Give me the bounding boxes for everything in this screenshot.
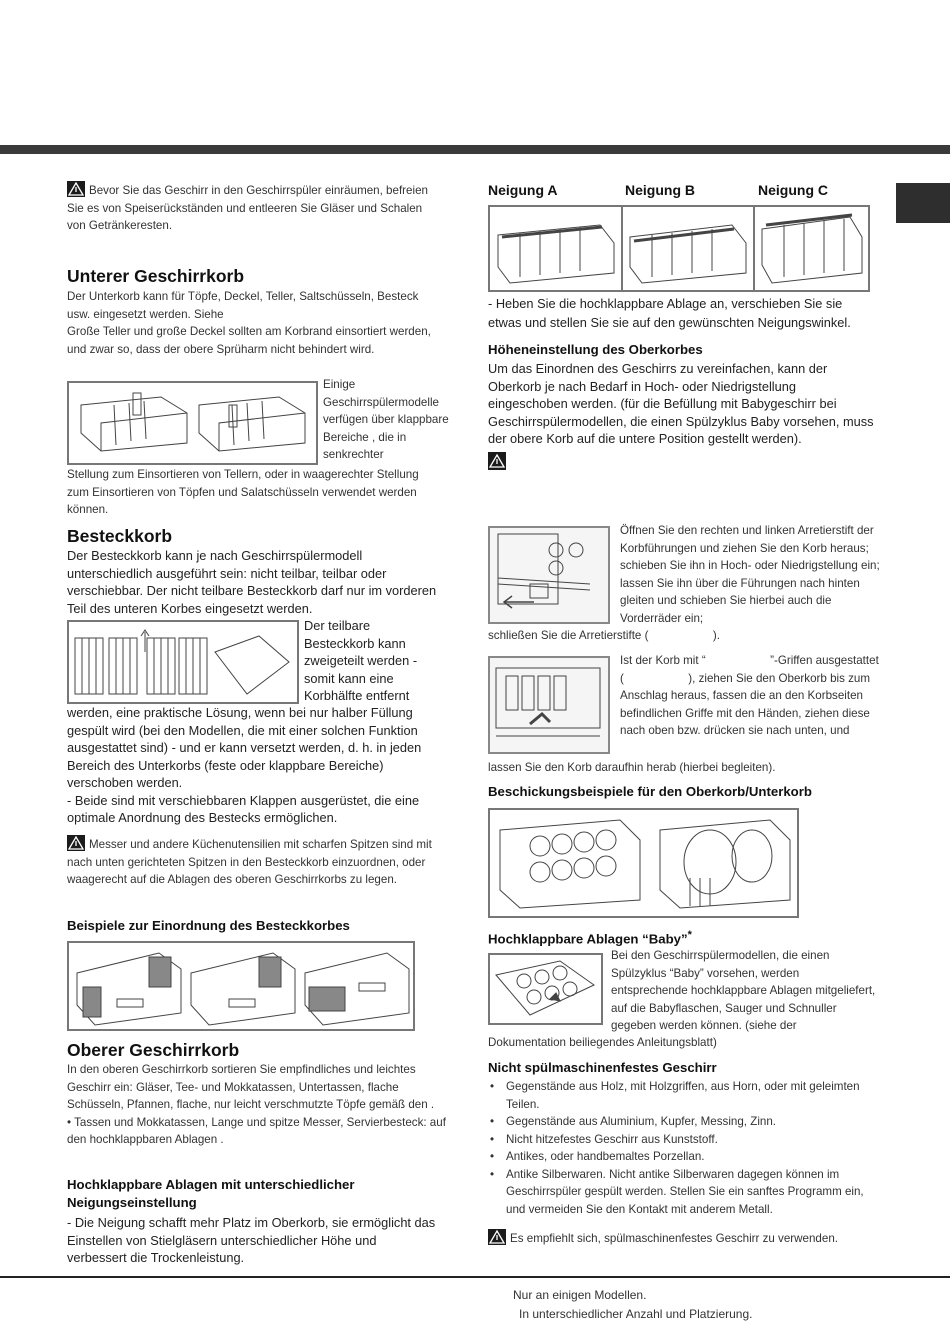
height-side-text-2: Ist der Korb mit “ ”-Griffen ausgestattet ( ), ziehen Sie den Oberkorb bis zum Anschlag heraus, fassen die an den Korbseiten befindlichen Griffe mit den Händen, ziehen diese nach oben bzw. drücken sie nach unten, und [620, 654, 883, 737]
neigung-c-label: Neigung C [758, 182, 828, 198]
lower-basket-cont: Stellung zum Einsortieren von Tellern, oder in waagerechter Stellung zum Einsortieren von Töpfen und Salatschüsseln verwendet werden können. [67, 468, 419, 516]
baby-side-text: Bei den Geschirrspülermodellen, die einen Spülzyklus “Baby” vorsehen, werden entsprechende hochklappbare Ablagen mitgeliefert, auf die Babyflaschen, Sauger und Schnuller gegeben werden können. (siehe der [611, 949, 876, 1032]
basket-grip-illustration [490, 658, 608, 752]
baby-cont: Dokumentation beiliegendes Anleitungsblatt) [488, 1036, 717, 1049]
cutlery-side-text: Der teilbare Besteckkorb kann zweigeteilt werden - somit kann eine Korbhälfte entfernt [304, 618, 418, 703]
header-bar [0, 145, 950, 154]
list-item: • Antikes, oder handbemaltes Porzellan. [488, 1148, 878, 1166]
neigung-text: - Heben Sie die hochklappbare Ablage an, verschieben Sie sie etwas und stellen Sie sie auf den gewünschten Neigungswinkel. [488, 296, 851, 330]
cutlery-examples-illustration [69, 943, 413, 1029]
neigung-b-label: Neigung B [625, 182, 695, 198]
cutlery-warning: Messer und andere Küchenutensilien mit scharfen Spitzen sind mit nach unten gerichteten Spitzen in den Besteckkorb einzuordnen, oder waagerecht auf die Ablagen des oberen Geschirrkorbs zu legen. [67, 835, 439, 889]
lower-basket-figure [67, 381, 318, 465]
warning-icon [488, 1229, 506, 1245]
neigung-figure [488, 205, 870, 292]
height-cont-2: lassen Sie den Korb daraufhin herab (hierbei begleiten). [488, 761, 776, 774]
footnote-2: In unterschiedlicher Anzahl und Platzierung. [519, 1307, 753, 1321]
warning-icon [67, 181, 85, 197]
height-text: Um das Einordnen des Geschirrs zu vereinfachen, kann der Oberkorb je nach Bedarf in Hoch- oder Niedrigstellung eingeschoben werden. (für die Befüllung mit Babygeschirr bei Geschirrspülermodellen, die einen Spülzyklus Baby vorsehen, muss der obere Korb auf die untere Position gestellt werden). [488, 361, 874, 446]
loading-examples-title: Beschickungsbeispiele für den Oberkorb/Unterkorb [488, 784, 812, 799]
cutlery-cont: werden, eine praktische Lösung, wenn bei nur halber Füllung gespült wird (bei den Modellen, die mit einer solchen Funktion ausgestattet sind) - und er kann versetzt werden, d. h. in jeden Bereich des Unterkorbs (feste oder klappbare Bereiche) verschoben werden. - Beide sind mit verschiebbaren Klappen ausgerüstet, die eine optimale Anordnung des Bestecks ermöglichen. [67, 705, 422, 825]
neigung-a-label: Neigung A [488, 182, 558, 198]
unsafe-title: Nicht spülmaschinenfestes Geschirr [488, 1060, 717, 1075]
list-item: • Nicht hitzefestes Geschirr aus Kunststoff. [488, 1131, 878, 1149]
intro-warning: Bevor Sie das Geschirr in den Geschirrspüler einräumen, befreien Sie es von Speiserückständen und entleeren Sie Gläser und Schalen von Getränkeresten. [67, 181, 439, 235]
upper-basket-title: Oberer Geschirrkorb [67, 1040, 240, 1060]
tilt-title: Hochklappbare Ablagen mit unterschiedlicher Neigungseinstellung [67, 1177, 355, 1210]
list-item: • Antike Silberwaren. Nicht antike Silberwaren dagegen können im Geschirrspüler gespült werden. Stellen Sie ein sanftes Programm ein, und vermeiden Sie den Kontakt mit anderem Metall. [488, 1166, 878, 1219]
loading-examples-illustration [490, 810, 797, 916]
warning-icon [488, 452, 506, 470]
list-item: • Gegenstände aus Holz, mit Holzgriffen, aus Horn, oder mit geleimten Teilen. [488, 1078, 878, 1113]
loading-examples-figure [488, 808, 799, 918]
unsafe-warning: Es empfiehlt sich, spülmaschinenfestes Geschirr zu verwenden. [488, 1229, 888, 1248]
warning-icon [67, 835, 85, 851]
tilt-text: - Die Neigung schafft mehr Platz im Oberkorb, sie ermöglicht das Einstellen von Stielgläsern unterschiedlicher Höhe und verbessert die Trockenleistung. [67, 1215, 436, 1265]
language-tab [896, 183, 950, 223]
lower-basket-side-text: Einige Geschirrspülermodelle verfügen über klappbare Bereiche , die in senkrechter [323, 378, 449, 461]
cutlery-basket-figure [67, 620, 299, 704]
baby-rack-figure [488, 953, 603, 1025]
cutlery-examples-title: Beispiele zur Einordnung des Besteckkorbes [67, 918, 350, 933]
height-figure-1 [488, 526, 610, 624]
lower-basket-title: Unterer Geschirrkorb [67, 266, 245, 286]
height-title: Höheneinstellung des Oberkorbes [488, 342, 703, 357]
footnote-1: Nur an einigen Modellen. [513, 1288, 647, 1302]
basket-release-illustration [490, 528, 608, 622]
height-side-text-1: Öffnen Sie den rechten und linken Arretierstift der Korbführungen und ziehen Sie den Korb heraus; schieben Sie ihn in Hoch- oder Niedrigstellung ein; lassen Sie ihn über die Führungen nach hinten gleiten und schieben Sie hierbei auch die Vorderräder ein; [620, 524, 880, 625]
lower-basket-text: Der Unterkorb kann für Töpfe, Deckel, Teller, Saltschüsseln, Besteck usw. eingesetzt werden. Siehe Große Teller und große Deckel sollten am Korbrand einsortiert werden, und zwar so, dass der obere Sprüharm nicht behindert wird. [67, 290, 431, 356]
list-item: • Gegenstände aus Aluminium, Kupfer, Messing, Zinn. [488, 1113, 878, 1131]
baby-rack-illustration [490, 955, 601, 1023]
height-cont-1: schließen Sie die Arretierstifte ( ). [488, 629, 720, 642]
neigung-illustration [490, 207, 868, 290]
cutlery-basket-illustration [69, 622, 297, 702]
unsafe-list [488, 1078, 878, 1218]
cutlery-title: Besteckkorb [67, 526, 173, 546]
cutlery-examples-figure [67, 941, 415, 1031]
footer-rule [0, 1276, 950, 1278]
lower-basket-illustration [69, 383, 316, 463]
cutlery-text: Der Besteckkorb kann je nach Geschirrspülermodell unterschiedlich ausgeführt sein: nicht teilbar, teilbar oder verschiebbar. Der nicht teilbare Besteckkorb darf nur im vorderen Teil des unteren Korbes eingesetzt werden. [67, 548, 437, 616]
baby-title: Hochklappbare Ablagen “Baby”* [488, 929, 692, 947]
upper-basket-text: In den oberen Geschirrkorb sortieren Sie empfindliches und leichtes Geschirr ein: Gläser, Tee- und Mokkatassen, Untertassen, flache Schüsseln, Pfannen, flache, nur leicht verschmutzte Töpfe gemäß den . • Tassen und Mokkatassen, Lange und spitze Messer, Servierbesteck: auf den hochklappbaren Ablagen . [67, 1063, 446, 1146]
height-figure-2 [488, 656, 610, 754]
